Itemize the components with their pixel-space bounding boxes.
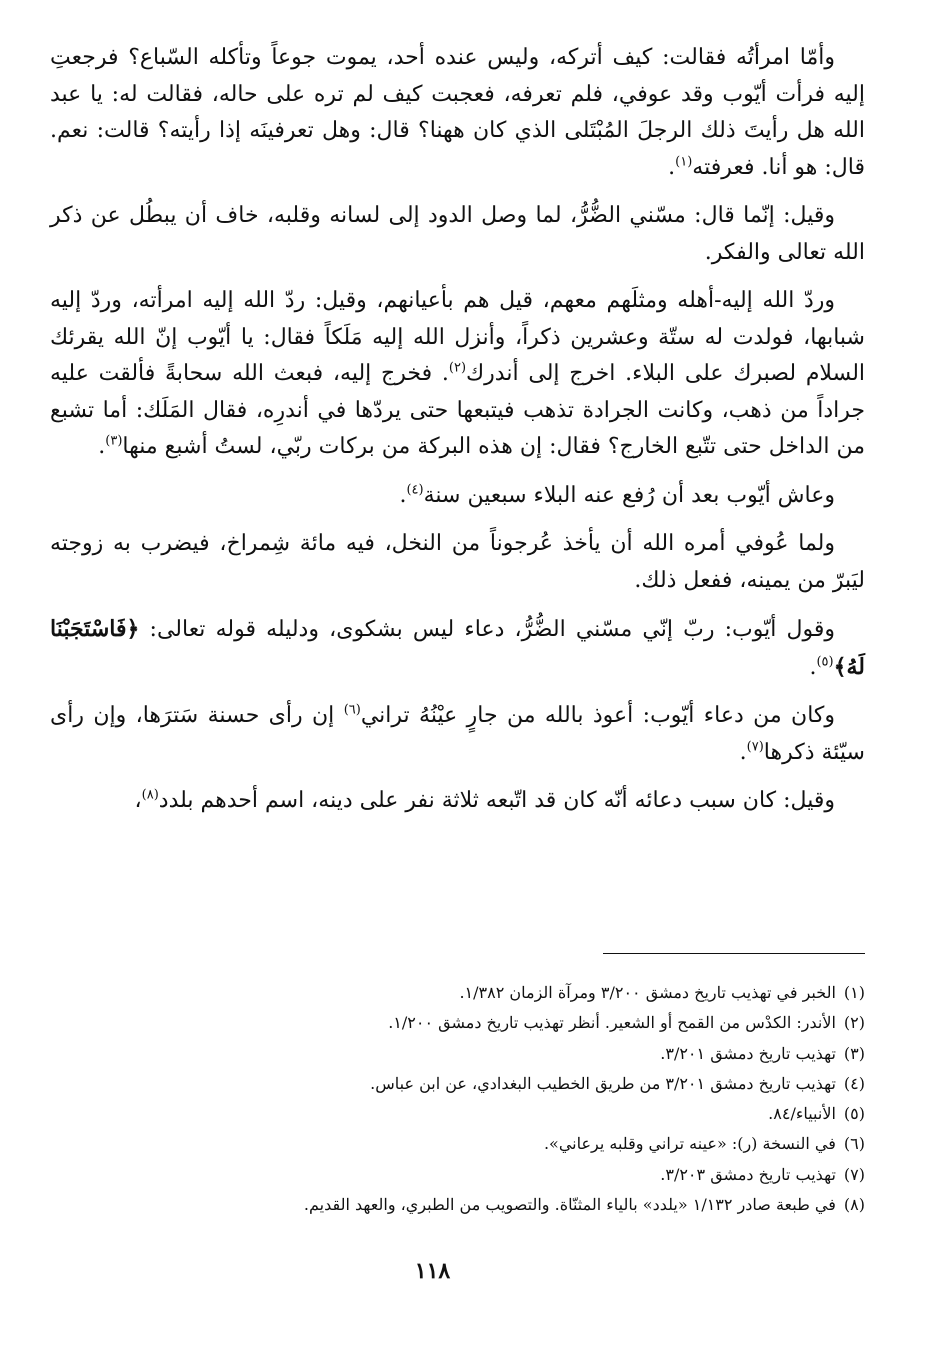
footnote-ref: (٦)	[343, 702, 361, 718]
footnote-number: (٥)	[843, 1104, 865, 1124]
footnote-ref: (١)	[675, 154, 693, 170]
footnote-number: (٢)	[843, 1013, 865, 1033]
footnote-ref: (٧)	[746, 739, 764, 755]
footnote-2	[50, 1008, 865, 1038]
footnote-text: الأندر: الكدْس من القمح أو الشعير. أنظر تهذيب تاريخ دمشق ١/٢٠٠.	[388, 1013, 836, 1033]
footnote-text: تهذيب تاريخ دمشق ٣/٢٠١ من طريق الخطيب البغدادي، عن ابن عباس.	[370, 1073, 836, 1093]
footnote-divider	[603, 953, 865, 954]
footnote-7	[50, 1160, 865, 1190]
footnote-3	[50, 1039, 865, 1069]
paragraph-text: وقيل: إنّما قال: مسّني الضُّرُّ، لما وصل الدود إلى لسانه وقلبه، خاف أن يبطُل عن ذكر الله تعالى والفكر.	[50, 203, 865, 265]
footnote-8	[50, 1190, 865, 1220]
footnote-text: في طبعة صادر ١/١٣٢ «يلدد» بالياء المثنّاة. والتصويب من الطبري، والعهد القديم.	[303, 1195, 836, 1215]
footnote-ref: (٣)	[105, 433, 123, 449]
footnotes-list	[50, 978, 865, 1220]
footnote-6	[50, 1129, 865, 1159]
paragraph-text: وكان من دعاء أيّوب: أعوذ بالله من جارٍ عيْنُهُ تراني	[360, 703, 836, 728]
footnote-4	[50, 1069, 865, 1099]
paragraph-2	[50, 198, 865, 271]
footnote-ref: (٨)	[141, 787, 159, 803]
paragraph-6: وقول أيّوب: ربّ إنّي مسّني الضُّرُّ، دعاء ليس بشكوى، ودليله قوله تعالى: ﴿فَاسْتَجَبْنَا لَهُ﴾$^{(٥)}$.	[50, 616, 865, 680]
footnote-text: الخبر في تهذيب تاريخ دمشق ٣/٢٠٠ ومرآة الزمان ١/٣٨٢.	[459, 983, 836, 1002]
footnote-text: تهذيب تاريخ دمشق ٣/٢٠١.	[660, 1043, 836, 1063]
book-page	[50, 40, 865, 1340]
footnote-number: (٤)	[843, 1073, 865, 1093]
footnote-number: (٨)	[843, 1195, 865, 1215]
paragraph-text: وعاش أيّوب بعد أن رُفع عنه البلاء سبعين سنة	[423, 482, 835, 508]
paragraph-text: وأمّا امرأتُه فقالت: كيف أتركه، وليس عنده أحد، يموت جوعاً وتأكله السّباع؟ فرجعتِ إليه فرأت أيّوب وقد عوفي، فلم تعرفه، فعجبت كيف لم تره على حاله، فقالت له: يا عبد الله هل رأيتَ ذلك الرجلَ المُبْتَلى الذي كان ههنا؟ قال: وهل تعرفينَه إذا رأيته؟ قالت: نعم. قال: هو أنا. فعرفته	[50, 45, 865, 180]
paragraph-text: ولما عُوفي أمره الله أن يأخذ عُرجوناً من النخل، فيه مائة شِمراخ، فيضرب به زوجته ليَبرّ من يمينه، ففعل ذلك.	[50, 531, 865, 593]
paragraph-5	[50, 526, 865, 599]
paragraph-text: وقيل: كان سبب دعائه أنّه كان قد اتّبعه ثلاثة نفر على دينه، اسم أحدهم بلدد	[158, 788, 835, 813]
paragraph-1: وأمّا امرأتُه فقالت: كيف أتركه، وليس عنده أحد، يموت جوعاً وتأكله السّباع؟ فرجعتِ إليه فرأت أيّوب وقد عوفي، فلم تعرفه، فعجبت كيف لم تره على حاله، فقالت له: يا عبد الله هل رأيتَ ذلك الرجلَ المُبْتَلى الذي كان ههنا؟ قال: وهل تعرفينَه إذا رأيته؟ قالت: نعم. قال: هو أنا. فعرفته$^{(١)}$.	[50, 45, 865, 180]
paragraph-8: وقيل: كان سبب دعائه أنّه كان قد اتّبعه ثلاثة نفر على دينه، اسم أحدهم بلدد$^{(٨)}$،	[134, 787, 835, 813]
footnote-1	[50, 978, 865, 1008]
page-number: ١١٨	[414, 1258, 451, 1284]
paragraph-7: وكان من دعاء أيّوب: أعوذ بالله من جارٍ عيْنُهُ تراني$^{(٦)}$ إن رأى حسنة سَترَها، وإن رأى سيّئة ذكرها$^{(٧)}$.	[50, 702, 865, 765]
footnote-5	[50, 1099, 865, 1129]
paragraph-text: وردّ الله إليه-أهله ومثلَهم معهم، قيل هم بأعيانهم، وقيل: ردّ الله إليه امرأته، وردّ إليه شبابها، فولدت له ستّة وعشرين ذكراً، وأنزل الله إليه مَلَكاً فقال: يا أيّوب إنّ الله يقرئك السلام لصبرك على البلاء. اخرج إلى أندرك	[50, 288, 866, 386]
quran-quote: ﴿فَاسْتَجَبْنَا لَهُ﴾	[50, 616, 865, 680]
footnote-number: (٣)	[843, 1043, 865, 1063]
paragraph-4: وعاش أيّوب بعد أن رُفع عنه البلاء سبعين سنة$^{(٤)}$.	[399, 482, 835, 508]
footnote-text: تهذيب تاريخ دمشق ٣/٢٠٣.	[660, 1164, 836, 1184]
footnote-ref: (٢)	[448, 360, 467, 376]
paragraph-3: وردّ الله إليه-أهله ومثلَهم معهم، قيل هم بأعيانهم، وقيل: ردّ الله إليه امرأته، وردّ إليه شبابها، فولدت له ستّة وعشرين ذكراً، وأنزل الله إليه مَلَكاً فقال: يا أيّوب إنّ الله يقرئك السلام لصبرك على البلاء. اخرج إلى أندرك$^{(٢)}$. فخرج إليه، فبعث الله سحابةً فألقت عليه جراداً من ذهب، وكانت الجرادة تذهب فيتبعها حتى يردّها في أندرِه، فقال المَلَك: أما تشبع من الداخل حتى تتّبع الخارج؟ فقال: إن هذه البركة من بركات ربّي، لستُ أشبع منها$^{(٣)}$.	[50, 288, 866, 459]
footnote-number: (٧)	[843, 1164, 865, 1184]
paragraph-text: وقول أيّوب: ربّ إنّي مسّني الضُّرُّ، دعاء ليس بشكوى، ودليله قوله تعالى:	[139, 617, 835, 642]
footnote-number: (١)	[843, 983, 865, 1002]
footnote-ref: (٥)	[816, 654, 834, 670]
footnote-ref: (٤)	[406, 482, 424, 498]
footnote-number: (٦)	[843, 1134, 865, 1154]
footnote-text: في النسخة (ر): «عينه تراني وقلبه يرعاني».	[543, 1134, 836, 1154]
footnote-text: الأنبياء/٨٤.	[768, 1104, 836, 1124]
